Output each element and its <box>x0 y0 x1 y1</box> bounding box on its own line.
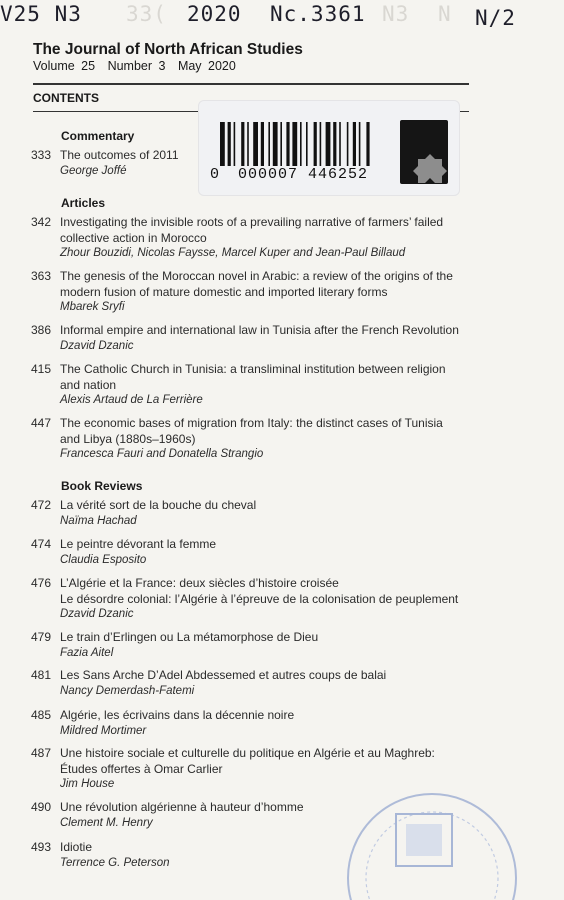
entry-author: Fazia Aitel <box>60 646 114 659</box>
toc-entry <box>26 630 466 661</box>
handwritten-bleed-right: N3 <box>382 2 410 26</box>
entry-title-line: Informal empire and international law in Tunisia after the French Revolution <box>60 323 459 337</box>
issue-line <box>33 59 242 73</box>
entry-author: Dzavid Dzanic <box>60 339 134 352</box>
entry-author: Nancy Demerdash-Fatemi <box>60 684 195 697</box>
page-number: 490 <box>30 800 51 814</box>
entry-title-line: modern fusion of mature domestic and imported literary forms <box>60 284 388 299</box>
entry-title-line: Le train d’Erlingen ou La métamorphose de Dieu <box>60 630 319 644</box>
volume: Volume 25 <box>33 59 96 73</box>
page-number: 485 <box>30 708 51 722</box>
section-heading: Commentary <box>61 129 135 143</box>
entry-author: Terrence G. Peterson <box>60 856 170 869</box>
entry-title-line: and nation <box>60 377 117 392</box>
entry-author: Dzavid Dzanic <box>60 608 134 620</box>
entry-author: Mbarek Sryfi <box>60 301 125 313</box>
entry-title-line: collective action in Morocco <box>60 230 207 245</box>
entry-author: George Joffé <box>60 164 127 177</box>
page-number: 474 <box>30 537 51 551</box>
page-number: 493 <box>30 840 51 854</box>
page-number: 479 <box>30 630 51 644</box>
section-heading: Book Reviews <box>61 479 143 493</box>
entry-title-line: Le désordre colonial: l’Algérie à l’épreuve de la colonisation de peuplement <box>60 591 459 606</box>
journal-title: The Journal of North African Studies <box>33 41 303 58</box>
entry-author: Naïma Hachad <box>60 514 137 527</box>
toc-entry <box>26 498 466 529</box>
section-heading: Articles <box>61 196 106 210</box>
toc-entry <box>26 537 466 568</box>
toc-entry <box>26 668 466 699</box>
handwritten-bleed-left: 33( <box>126 2 167 26</box>
toc-entry <box>26 269 466 316</box>
page-number: 487 <box>30 746 51 760</box>
entry-title-line: Les Sans Arche D’Adel Abdessemed et autres coups de balai <box>60 668 387 682</box>
header-rule <box>33 83 469 85</box>
handwritten-accession: Nc.3361 <box>270 2 366 26</box>
entry-title-line: Algérie, les écrivains dans la décennie noire <box>60 708 295 722</box>
page-number: 476 <box>30 576 51 590</box>
page-number: 447 <box>30 416 51 430</box>
page-number: 342 <box>30 215 51 229</box>
entry-author: Mildred Mortimer <box>60 724 147 737</box>
entry-author: Claudia Esposito <box>60 553 147 566</box>
entry-title-line: Études offertes à Omar Carlier <box>60 761 223 776</box>
handwritten-year: 2020 <box>187 2 242 26</box>
handwritten-bleed-far: N <box>438 2 452 26</box>
toc-entry <box>26 362 466 409</box>
entry-author: Zhour Bouzidi, Nicolas Faysse, Marcel Kuper and Jean-Paul Billaud <box>60 247 406 259</box>
page-number: 363 <box>30 269 51 283</box>
entry-title-line: L’Algérie et la France: deux siècles d’histoire croisée <box>60 576 339 590</box>
toc-entry <box>26 148 466 179</box>
page-number: 481 <box>30 668 51 682</box>
toc-entry <box>26 576 466 623</box>
library-stamp-icon <box>340 782 520 900</box>
entry-title-line: Idiotie <box>60 840 93 854</box>
entry-title-line: Le peintre dévorant la femme <box>60 537 217 551</box>
entry-title-line: The Catholic Church in Tunisia: a transliminal institution between religion <box>60 362 446 376</box>
entry-author: Clement M. Henry <box>60 816 153 829</box>
entry-title-line: The genesis of the Moroccan novel in Arabic: a review of the origins of the <box>60 269 453 283</box>
entry-author: Jim House <box>60 778 115 790</box>
contents-heading: CONTENTS <box>33 91 99 105</box>
toc-entry <box>26 416 466 463</box>
page-number: 472 <box>30 498 51 512</box>
toc-entry <box>26 708 466 739</box>
handwritten-copy: N/2 <box>475 6 516 30</box>
page-number: 415 <box>30 362 51 376</box>
toc-entry <box>26 323 466 354</box>
entry-title-line: Une histoire sociale et culturelle du politique en Algérie et au Maghreb: <box>60 746 435 760</box>
number: Number 3 <box>107 59 166 73</box>
entry-title-line: La vérité sort de la bouche du cheval <box>60 498 257 512</box>
entry-author: Francesca Fauri and Donatella Strangio <box>60 448 264 460</box>
page-number: 333 <box>30 148 51 162</box>
issue-date: May 2020 <box>177 59 236 73</box>
barcode-prefix: 0 <box>210 166 221 183</box>
entry-title-line: Une révolution algérienne à hauteur d’homme <box>60 800 304 814</box>
entry-title-line: Investigating the invisible roots of a prevailing narrative of farmers’ failed <box>60 215 444 229</box>
toc-entry <box>26 215 466 262</box>
entry-title-line: The economic bases of migration from Italy: the distinct cases of Tunisia <box>60 416 443 430</box>
entry-title: The outcomes of 2011 <box>60 148 179 162</box>
entry-author: Alexis Artaud de La Ferrière <box>60 394 203 406</box>
handwritten-call-number: V25 N3 <box>0 2 82 26</box>
page-number: 386 <box>30 323 51 337</box>
entry-title-line: and Libya (1880s–1960s) <box>60 431 196 446</box>
barcode-digits: 000007 446252 <box>238 166 369 183</box>
